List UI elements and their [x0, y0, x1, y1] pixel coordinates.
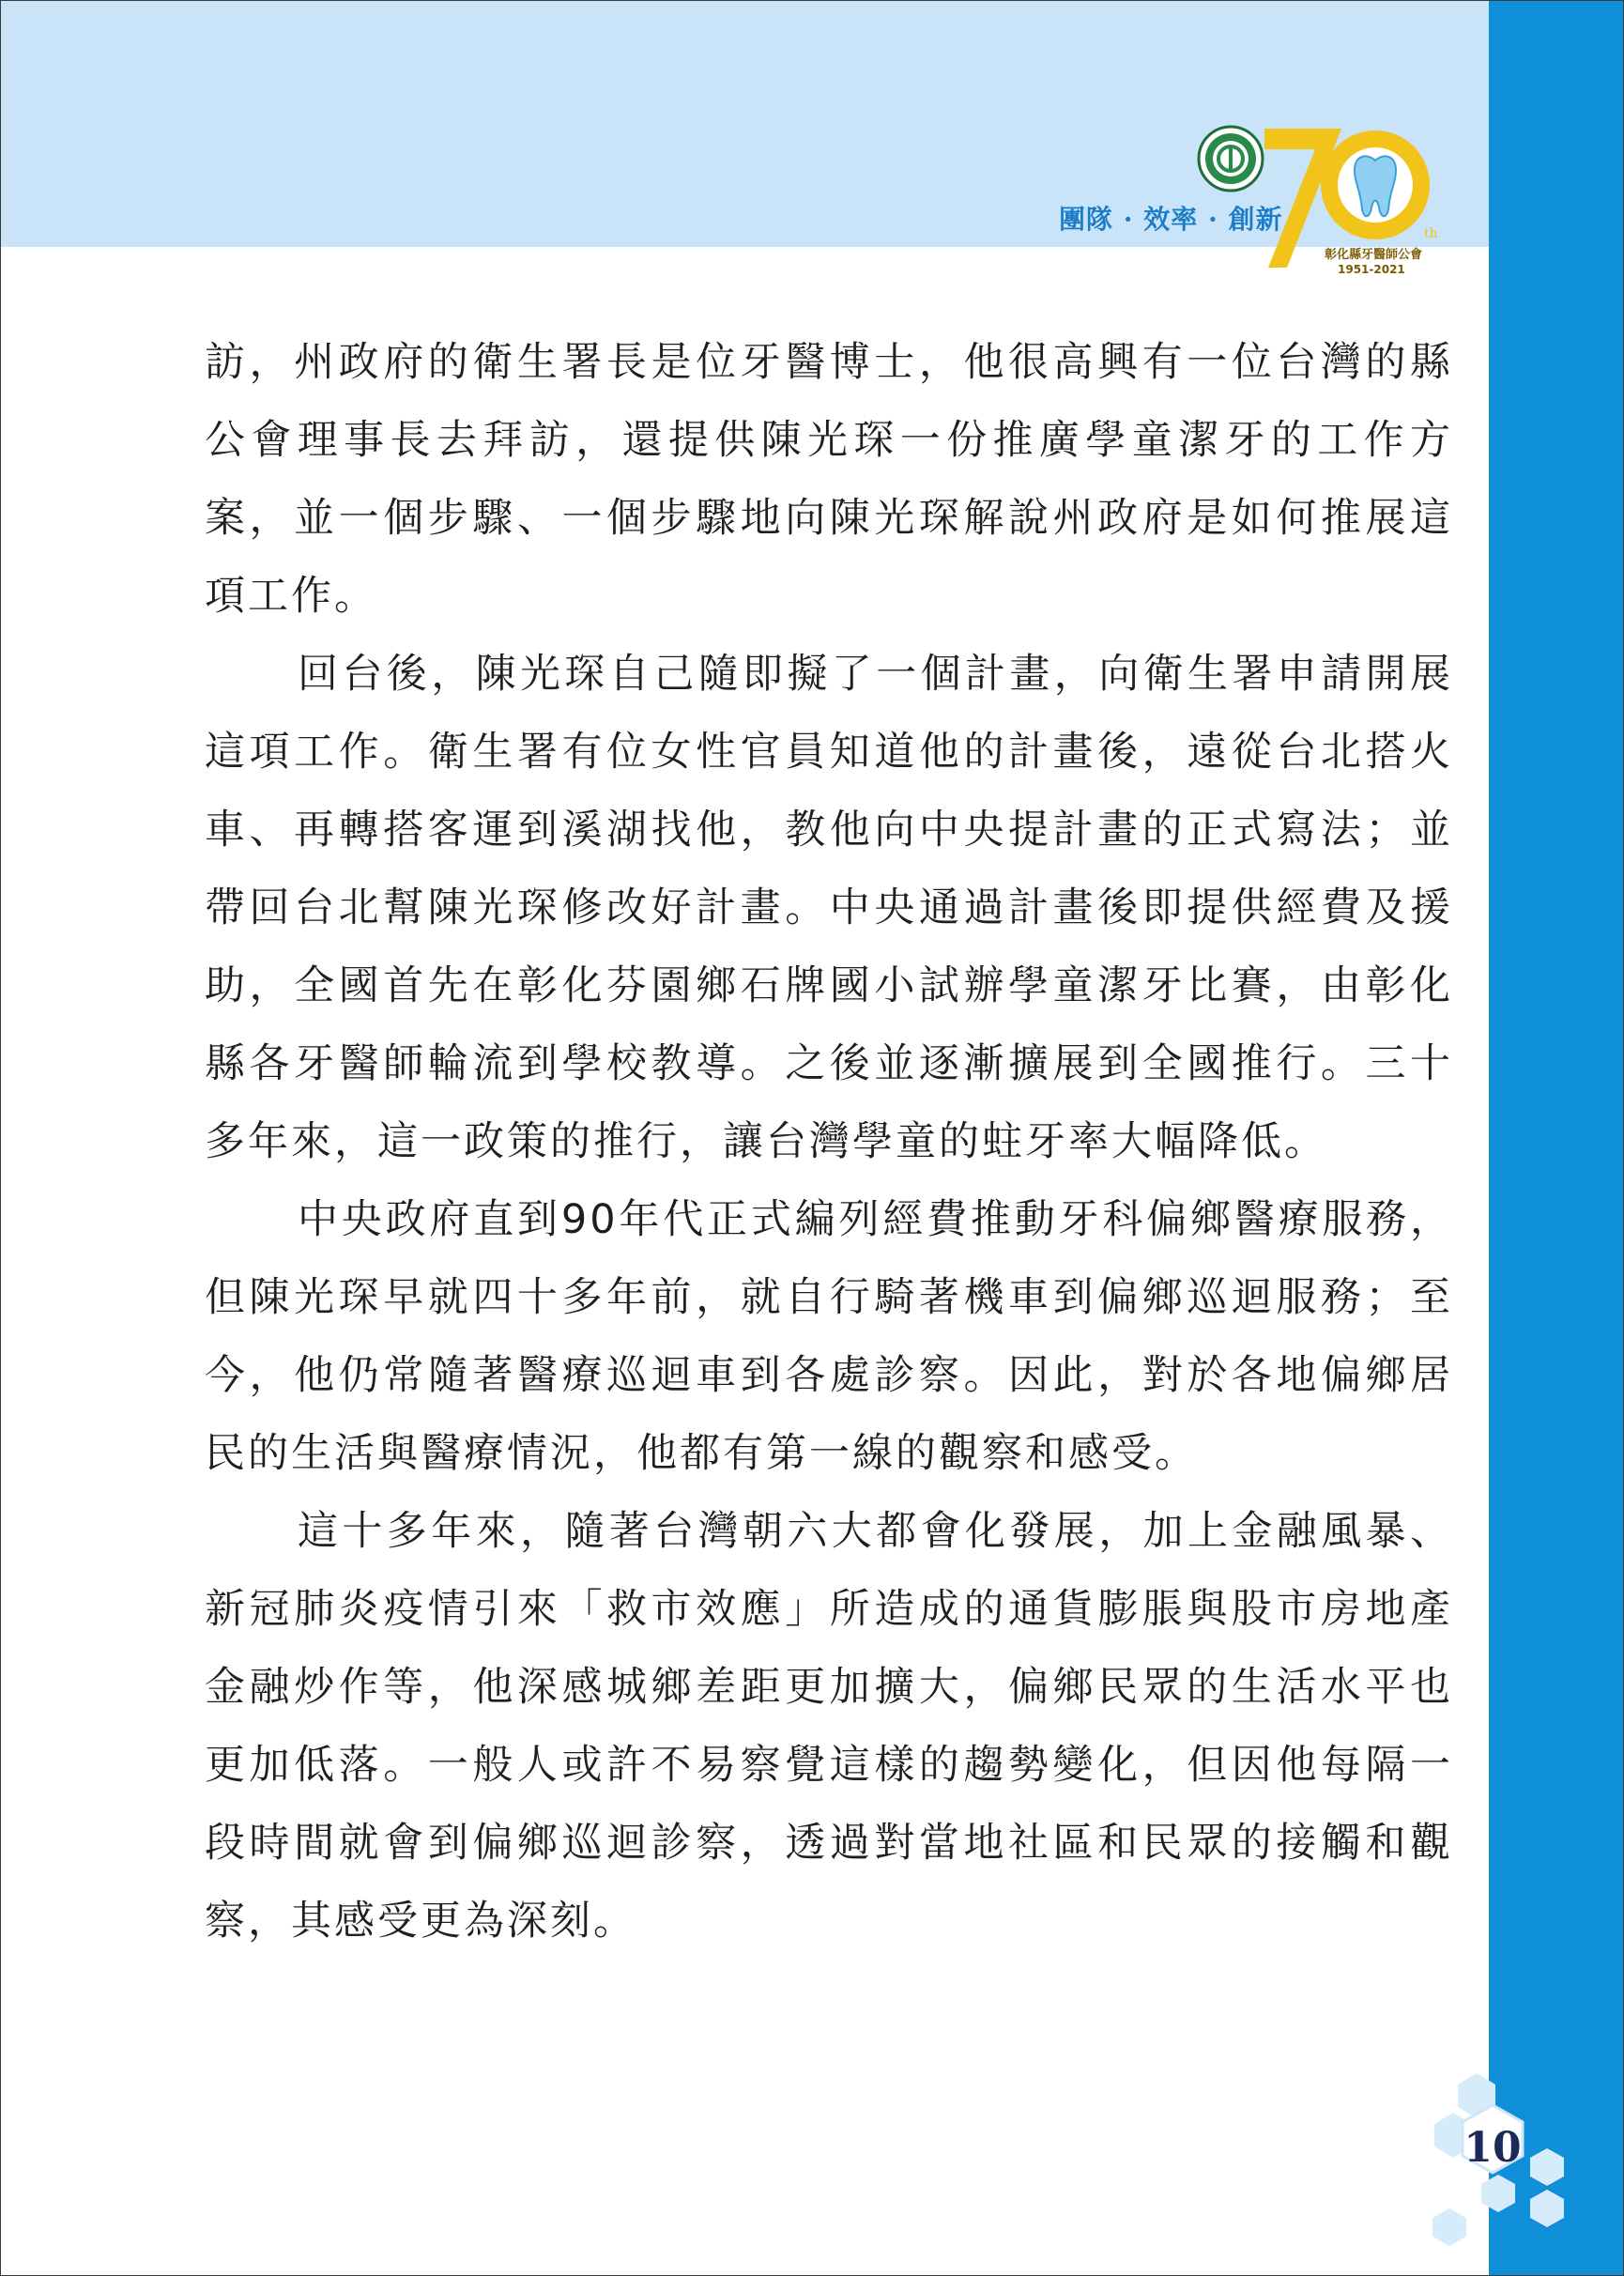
paragraph-3: 中央政府直到90年代正式編列經費推動牙科偏鄉醫療服務，但陳光琛早就四十多年前，就自行騎著機車到偏鄉巡迴服務；至今，他仍常隨著醫療巡迴車到各處診察。因此，對於各地偏鄉居民的生活與醫療情況，他都有第一線的觀察和感受。 — [205, 1196, 1453, 1477]
logo-suffix: th — [1424, 226, 1438, 241]
header-slogan: 團隊 · 效率 · 創新 — [1059, 204, 1283, 235]
logo-years: 1951-2021 — [1338, 263, 1405, 276]
anniversary-70th-logo — [1244, 117, 1460, 286]
right-sidebar — [1489, 1, 1623, 2275]
paragraph-2: 回台後，陳光琛自己隨即擬了一個計畫，向衛生署申請開展這項工作。衛生署有位女性官員知道他的計畫後，遠從台北搭火車、再轉搭客運到溪湖找他，教他向中央提計畫的正式寫法；並帶回台北幫陳光琛修改好計畫。中央通過計畫後即提供經費及援助，全國首先在彰化芬園鄉石牌國小試辦學童潔牙比賽，由彰化縣各牙醫師輪流到學校教導。之後並逐漸擴展到全國推行。三十多年來，這一政策的推行，讓台灣學童的蛀牙率大幅降低。 — [205, 651, 1453, 1165]
article-body — [205, 324, 1453, 1961]
paragraph-4: 這十多年來，隨著台灣朝六大都會化發展，加上金融風暴、新冠肺炎疫情引來「救市效應」所造成的通貨膨脹與股市房地產金融炒作等，他深感城鄉差距更加擴大，偏鄉民眾的生活水平也更加低落。一般人或許不易察覺這樣的趨勢變化，但因他每隔一段時間就會到偏鄉巡迴診察，透過對當地社區和民眾的接觸和觀察，其感受更為深刻。 — [205, 1508, 1453, 1945]
logo-org: 彰化縣牙醫師公會 — [1325, 248, 1423, 262]
page-number: 10 — [1463, 2124, 1522, 2172]
paragraph-1: 訪，州政府的衛生署長是位牙醫博士，他很高興有一位台灣的縣公會理事長去拜訪，還提供陳光琛一份推廣學童潔牙的工作方案，並一個步驟、一個步驟地向陳光琛解說州政府是如何推展這項工作。 — [205, 339, 1453, 620]
